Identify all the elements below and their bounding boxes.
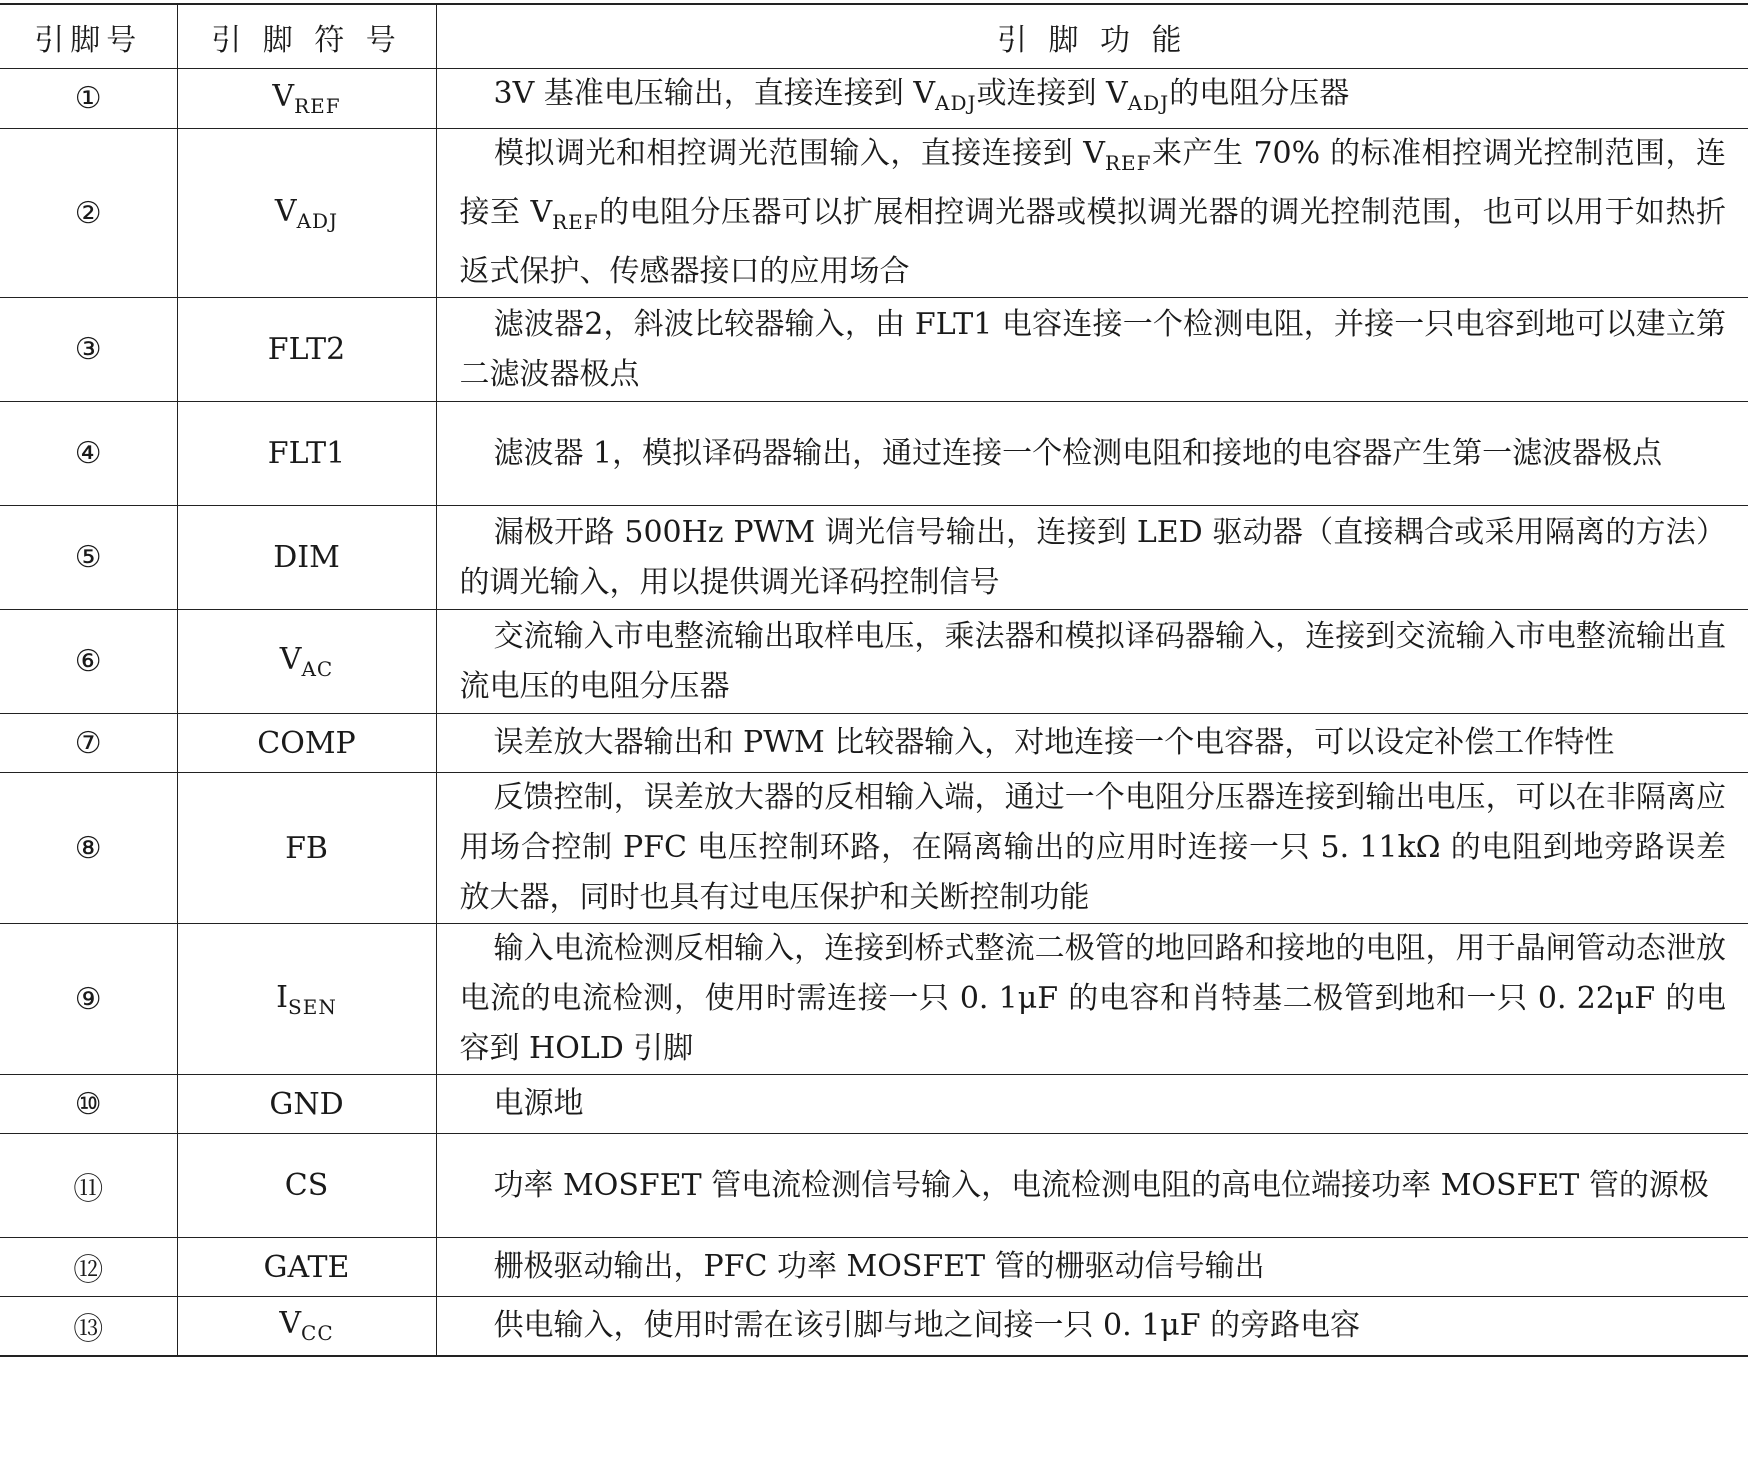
pin-symbol-text: COMP — [257, 725, 356, 761]
pin-number: ⑪ — [0, 1134, 177, 1238]
pin-function: 误差放大器输出和 PWM 比较器输入，对地连接一个电容器，可以设定补偿工作特性 — [436, 714, 1748, 773]
pin-symbol — [177, 506, 436, 610]
pin-symbol — [177, 129, 436, 298]
table-row — [0, 129, 1748, 298]
table-row — [0, 924, 1748, 1075]
pin-function: 3V 基准电压输出，直接连接到 $V_{ADJ}$或连接到 $V_{ADJ}$的电阻分压器 — [436, 69, 1748, 129]
table-row — [0, 610, 1748, 714]
pin-function: 交流输入市电整流输出取样电压，乘法器和模拟译码器输入，连接到交流输入市电整流输出直流电压的电阻分压器 — [436, 610, 1748, 714]
pin-function: 滤波器 1，模拟译码器输出，通过连接一个检测电阻和接地的电容器产生第一滤波器极点 — [436, 402, 1748, 506]
pin-function: 输入电流检测反相输入，连接到桥式整流二极管的地回路和接地的电阻，用于晶闸管动态泄放电流的电流检测，使用时需连接一只 0. 1μF 的电容和肖特基二极管到地和一只 0. 22μF 的电容到 HOLD 引脚 — [436, 924, 1748, 1075]
pin-number: ② — [0, 129, 177, 298]
pin-symbol — [177, 773, 436, 924]
pin-symbol — [177, 69, 436, 129]
pin-symbol-text: V — [279, 1306, 302, 1342]
pin-number: ⑫ — [0, 1238, 177, 1297]
pin-number: ⑤ — [0, 506, 177, 610]
pin-number: ④ — [0, 402, 177, 506]
table-row — [0, 298, 1748, 402]
pin-symbol — [177, 610, 436, 714]
header-pin-number: 引脚号 — [0, 4, 177, 69]
header-pin-function: 引 脚 功 能 — [436, 4, 1748, 69]
pin-function: 供电输入，使用时需在该引脚与地之间接一只 0. 1μF 的旁路电容 — [436, 1297, 1748, 1356]
pin-symbol — [177, 924, 436, 1075]
pin-function: 栅极驱动输出，PFC 功率 MOSFET 管的栅驱动信号输出 — [436, 1238, 1748, 1297]
table-row — [0, 773, 1748, 924]
table-row — [0, 1297, 1748, 1356]
pin-symbol-subscript: SEN — [288, 994, 337, 1019]
pin-symbol-subscript: AC — [301, 657, 334, 681]
pin-symbol-subscript: ADJ — [296, 208, 339, 233]
pin-symbol-text: CS — [284, 1168, 329, 1203]
table-row — [0, 1238, 1748, 1297]
table-row — [0, 714, 1748, 773]
pin-symbol — [177, 1297, 436, 1356]
pin-symbol-text: FLT1 — [267, 436, 346, 471]
pin-number: ⑨ — [0, 924, 177, 1075]
pin-function: 电源地 — [436, 1075, 1748, 1134]
pin-number: ⑬ — [0, 1297, 177, 1356]
pin-symbol-text: V — [274, 193, 297, 229]
pin-symbol-text: FLT2 — [267, 332, 346, 367]
pin-symbol — [177, 402, 436, 506]
table-row — [0, 69, 1748, 129]
pin-symbol-subscript: CC — [301, 1321, 334, 1346]
pin-symbol-text: DIM — [273, 540, 340, 575]
pin-function-table — [0, 3, 1748, 1357]
pin-symbol — [177, 1238, 436, 1297]
header-pin-symbol: 引 脚 符 号 — [177, 4, 436, 69]
pin-function: 反馈控制，误差放大器的反相输入端，通过一个电阻分压器连接到输出电压，可以在非隔离应用场合控制 PFC 电压控制环路，在隔离输出的应用时连接一只 5. 11kΩ 的电阻到地旁路误差放大器，同时也具有过电压保护和关断控制功能 — [436, 773, 1748, 924]
pin-number: ③ — [0, 298, 177, 402]
pin-number: ⑩ — [0, 1075, 177, 1134]
pin-number: ① — [0, 69, 177, 129]
table-row — [0, 402, 1748, 506]
table-row — [0, 1134, 1748, 1238]
pin-symbol — [177, 714, 436, 773]
pin-function: 漏极开路 500Hz PWM 调光信号输出，连接到 LED 驱动器（直接耦合或采用隔离的方法）的调光输入，用以提供调光译码控制信号 — [436, 506, 1748, 610]
pin-symbol-text: FB — [285, 830, 328, 866]
pin-function: 模拟调光和相控调光范围输入，直接连接到 $V_{REF}$来产生 70% 的标准相控调光控制范围，连接至 $V_{REF}$的电阻分压器可以扩展相控调光器或模拟调光器的调光控制范围，也可以用于如热折返式保护、传感器接口的应用场合 — [436, 129, 1748, 298]
pin-number: ⑥ — [0, 610, 177, 714]
table-header-row — [0, 4, 1748, 69]
pin-symbol-text: V — [279, 642, 302, 677]
pin-number: ⑧ — [0, 773, 177, 924]
table-row — [0, 1075, 1748, 1134]
pin-symbol-subscript: REF — [294, 94, 341, 118]
pin-symbol — [177, 298, 436, 402]
pin-symbol-text: I — [276, 979, 289, 1015]
pin-function: 滤波器2，斜波比较器输入，由 FLT1 电容连接一个检测电阻，并接一只电容到地可以建立第二滤波器极点 — [436, 298, 1748, 402]
pin-symbol — [177, 1075, 436, 1134]
pin-symbol-text: V — [272, 79, 295, 114]
pin-number: ⑦ — [0, 714, 177, 773]
table-row — [0, 506, 1748, 610]
pin-symbol — [177, 1134, 436, 1238]
pin-function: 功率 MOSFET 管电流检测信号输入，电流检测电阻的高电位端接功率 MOSFET 管的源极 — [436, 1134, 1748, 1238]
pin-symbol-text: GATE — [263, 1249, 350, 1285]
pin-symbol-text: GND — [269, 1086, 344, 1122]
